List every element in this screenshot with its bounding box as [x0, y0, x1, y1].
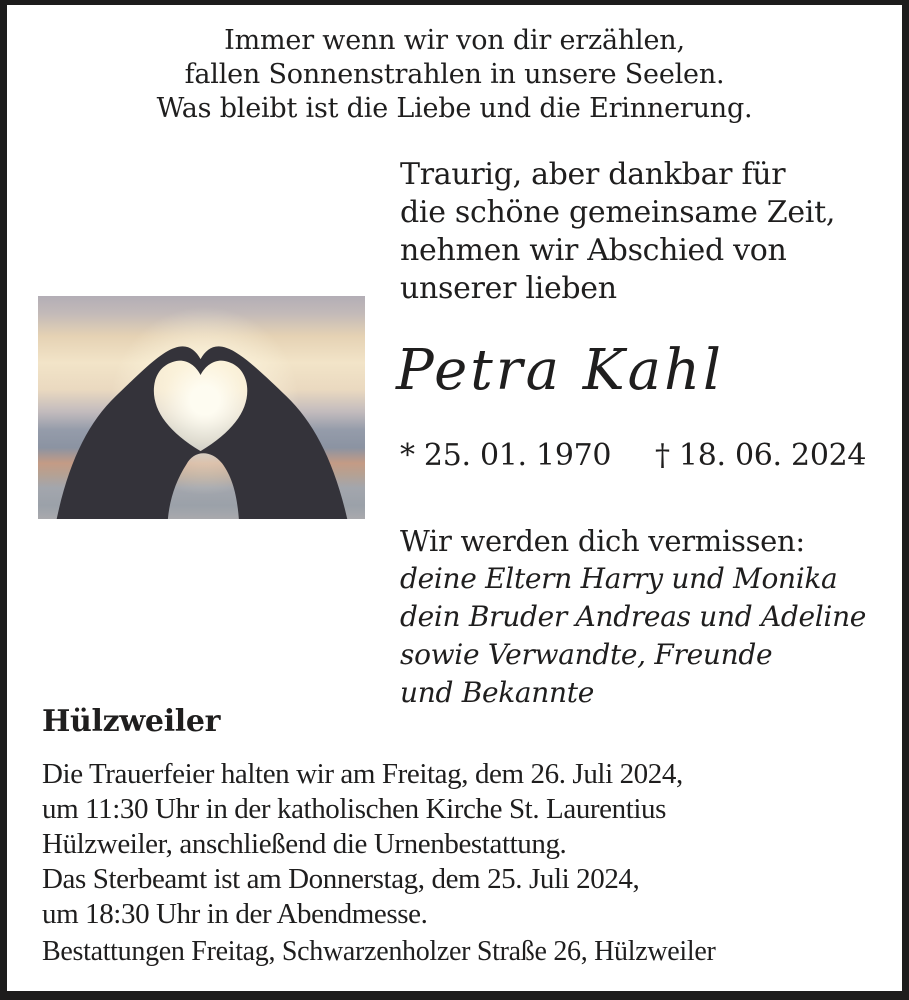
birth-date: * 25. 01. 1970: [400, 438, 612, 473]
service-line-2: um 11:30 Uhr in der katholischen Kirche St. Laurentius: [42, 793, 667, 825]
farewell-section: [400, 522, 866, 712]
mourners-line-2: dein Bruder Andreas und Adeline: [400, 600, 867, 633]
farewell-heading: Wir werden dich vermissen:: [400, 524, 805, 558]
intro-line-1: Traurig, aber dankbar für: [400, 157, 786, 192]
verse-line-1: Immer wenn wir von dir erzählen,: [224, 25, 685, 56]
mourners-line-3: sowie Verwandte, Freunde: [400, 638, 773, 671]
memorial-photo: [38, 296, 365, 519]
mourners-line-1: deine Eltern Harry und Monika: [400, 562, 838, 595]
verse-line-3: Was bleibt ist die Liebe und die Erinnerung.: [156, 93, 753, 124]
intro-line-3: nehmen wir Abschied von: [400, 233, 787, 268]
memorial-verse: [0, 24, 909, 126]
death-date: † 18. 06. 2024: [655, 438, 867, 473]
funeral-home-line: Bestattungen Freitag, Schwarzenholzer Straße 26, Hülzweiler: [42, 936, 716, 967]
heart-hands-silhouette: [38, 296, 365, 519]
service-line-5: um 18:30 Uhr in der Abendmesse.: [42, 898, 428, 930]
verse-line-2: fallen Sonnenstrahlen in unsere Seelen.: [184, 59, 725, 90]
deceased-name: Petra Kahl: [396, 338, 724, 403]
intro-text: [400, 156, 835, 308]
service-line-3: Hülzweiler, anschließend die Urnenbestattung.: [42, 828, 567, 860]
location-heading: Hülzweiler: [42, 704, 221, 739]
intro-line-4: unserer lieben: [400, 271, 617, 306]
service-line-1: Die Trauerfeier halten wir am Freitag, dem 26. Juli 2024,: [42, 758, 683, 790]
service-info: [42, 757, 683, 932]
service-line-4: Das Sterbeamt ist am Donnerstag, dem 25. Juli 2024,: [42, 863, 640, 895]
mourners-line-4: und Bekannte: [400, 676, 594, 709]
intro-line-2: die schöne gemeinsame Zeit,: [400, 195, 836, 230]
